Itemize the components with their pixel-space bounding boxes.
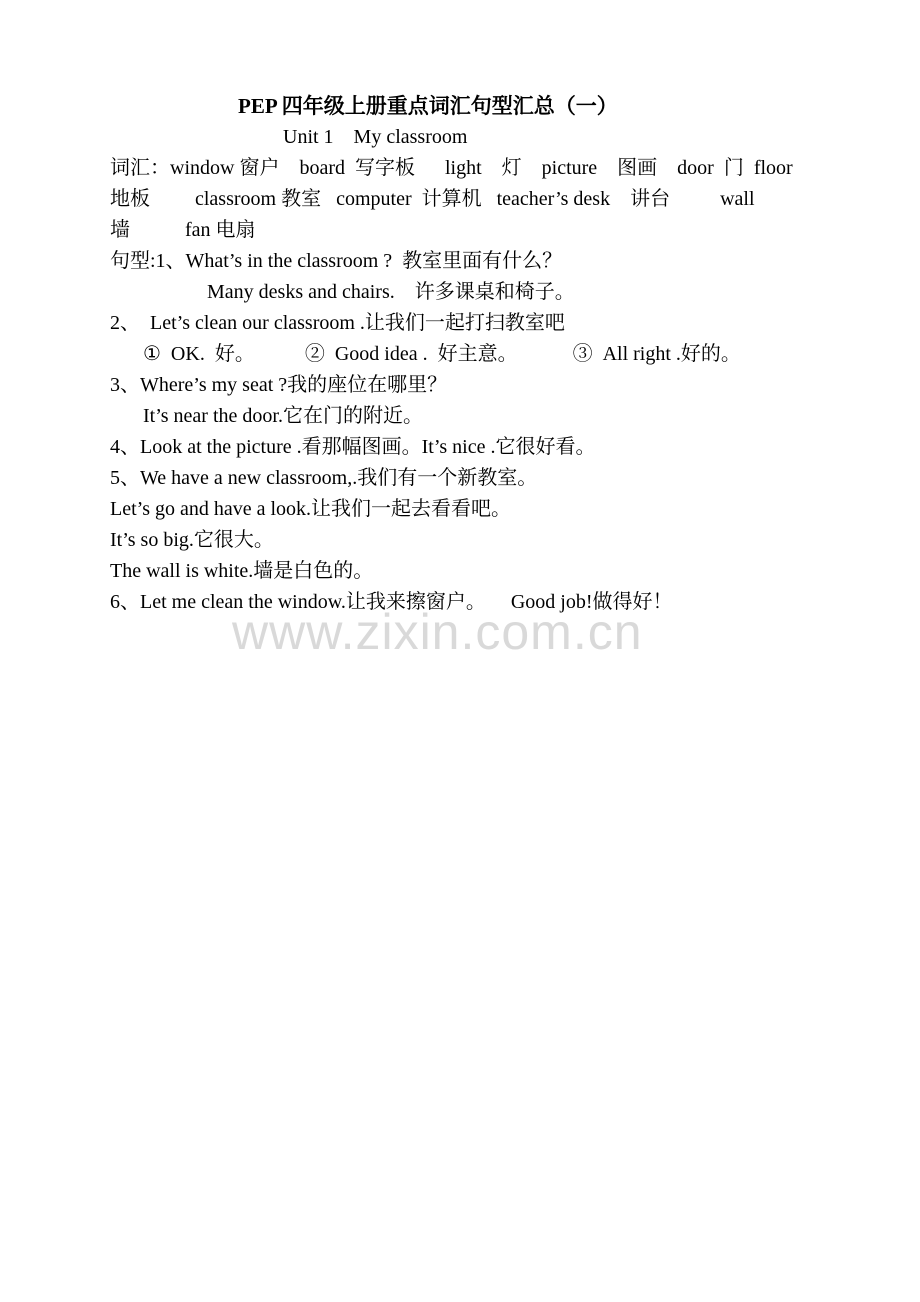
vocab-line-2: 地板 classroom 教室 computer 计算机 teacher’s desk 讲台 wall [110, 188, 755, 210]
sentence-5-line-4: The wall is white.墙是白色的。 [110, 560, 374, 582]
sentence-5-line-1: 5、We have a new classroom,.我们有一个新教室。 [110, 467, 538, 489]
unit-heading: Unit 1 My classroom [283, 126, 468, 148]
sentence-5-line-2: Let’s go and have a look.让我们一起去看看吧。 [110, 498, 512, 520]
sentence-4: 4、Look at the picture .看那幅图画。It’s nice .它很好看。 [110, 436, 596, 458]
watermark: www.zixin.com.cn [232, 604, 643, 660]
document-title: PEP 四年级上册重点词汇句型汇总（一） [238, 94, 618, 118]
sentence-3-answer: It’s near the door.它在门的附近。 [143, 405, 423, 427]
sentence-1-answer: Many desks and chairs. 许多课桌和椅子。 [207, 281, 575, 303]
sentence-2-answers: ① OK. 好。 ② Good idea . 好主意。 ③ All right .好的。 [143, 343, 741, 365]
sentence-6: 6、Let me clean the window.让我来擦窗户。 Good job!做得好！ [110, 591, 673, 613]
sentence-3-question: 3、Where’s my seat ?我的座位在哪里？ [110, 374, 448, 396]
sentence-2-question: 2、 Let’s clean our classroom .让我们一起打扫教室吧 [110, 312, 565, 334]
vocab-line-3: 墙 fan 电扇 [110, 219, 256, 241]
sentence-5-line-3: It’s so big.它很大。 [110, 529, 274, 551]
sentence-1-question: 句型:1、What’s in the classroom ? 教室里面有什么？ [110, 250, 563, 272]
vocab-line-1: 词汇：window 窗户 board 写字板 light 灯 picture 图画 door 门 floor [110, 157, 793, 179]
